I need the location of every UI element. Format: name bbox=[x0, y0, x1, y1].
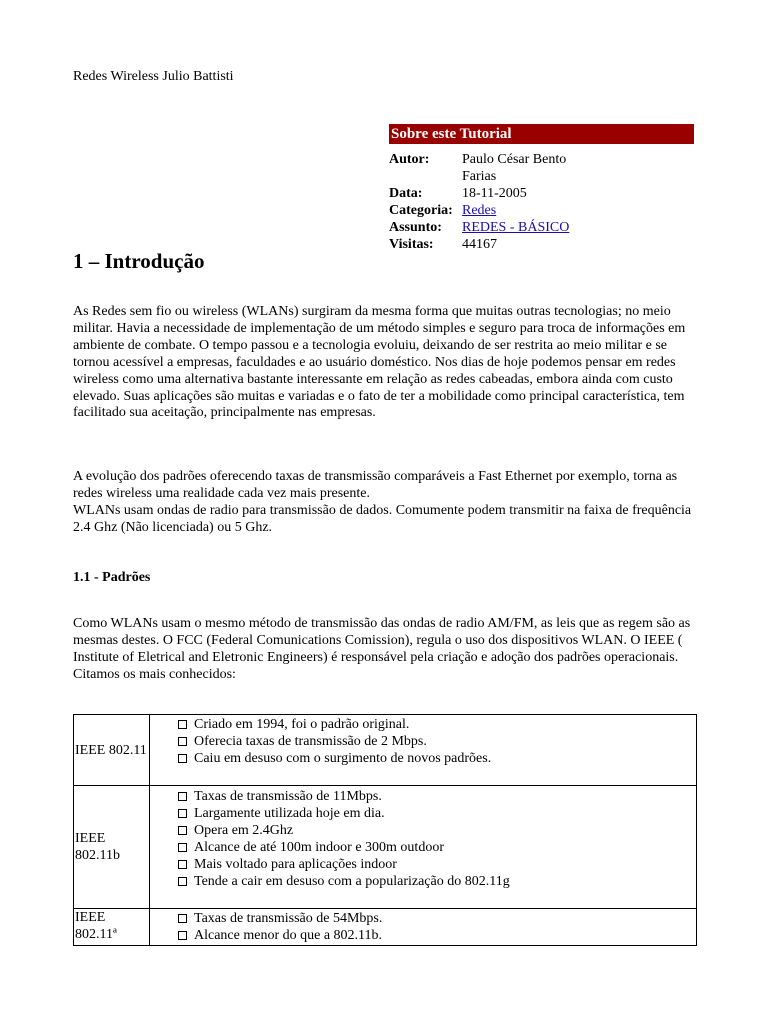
standards-intro-paragraph bbox=[73, 616, 698, 684]
evolution-paragraph-text: A evolução dos padrões oferecendo taxas de transmissão comparáveis a Fast Ethernet por exemplo, torna as redes wireless uma realidade cada vez mais presente. bbox=[73, 469, 678, 501]
feature-text: Opera em 2.4Ghz bbox=[194, 823, 294, 838]
about-tutorial-box bbox=[389, 124, 694, 253]
about-tutorial-table bbox=[389, 151, 602, 253]
list-item bbox=[178, 805, 696, 822]
feature-text: Taxas de transmissão de 54Mbps. bbox=[194, 911, 383, 926]
date-value: 18-11-2005 bbox=[462, 186, 527, 201]
list-item bbox=[178, 788, 696, 805]
subsection-heading: 1.1 - Padrões bbox=[73, 570, 151, 585]
square-bullet-icon bbox=[178, 826, 187, 835]
feature-text: Tende a cair em desuso com a popularização do 802.11g bbox=[194, 874, 510, 889]
table-row bbox=[74, 715, 697, 786]
author-label: Autor: bbox=[389, 152, 430, 167]
square-bullet-icon bbox=[178, 914, 187, 923]
wlan-radio-paragraph-text: WLANs usam ondas de radio para transmissão de dados. Comumente podem transmitir na faixa de frequência 2.4 Ghz (Não licenciada) ou 5 Ghz. bbox=[73, 502, 692, 535]
square-bullet-icon bbox=[178, 931, 187, 940]
feature-text: Largamente utilizada hoje em dia. bbox=[194, 806, 385, 821]
standard-name: IEEE 802.11ª bbox=[74, 909, 150, 946]
about-row-date bbox=[389, 185, 602, 202]
list-item bbox=[178, 733, 696, 750]
square-bullet-icon bbox=[178, 737, 187, 746]
list-item bbox=[178, 839, 696, 856]
about-row-category bbox=[389, 202, 602, 219]
subject-link[interactable]: REDES - BÁSICO bbox=[462, 220, 570, 235]
list-item bbox=[178, 873, 696, 890]
standard-features bbox=[150, 909, 697, 946]
standard-name: IEEE 802.11 bbox=[74, 715, 150, 786]
feature-text: Taxas de transmissão de 11Mbps. bbox=[194, 789, 382, 804]
date-label: Data: bbox=[389, 186, 423, 201]
feature-text: Oferecia taxas de transmissão de 2 Mbps. bbox=[194, 734, 427, 749]
square-bullet-icon bbox=[178, 843, 187, 852]
category-label: Categoria: bbox=[389, 203, 453, 218]
square-bullet-icon bbox=[178, 720, 187, 729]
table-row bbox=[74, 786, 697, 909]
visits-label: Visitas: bbox=[389, 237, 434, 252]
standard-name: IEEE 802.11b bbox=[74, 786, 150, 909]
list-item bbox=[178, 927, 696, 944]
standard-features bbox=[150, 786, 697, 909]
intro-paragraph-text: As Redes sem fio ou wireless (WLANs) surgiram da mesma forma que muitas outras tecnologias; no meio militar. Havia a necessidade de implementação de um método simples e seguro para troca de informações em ambiente de combate. O tempo passou e a tecnologia evoluiu, deixando de ser restrita ao meio militar e se tornou acessível a empresas, faculdades e ao usuário doméstico. Nos dias de hoje podemos pensar em redes wireless como uma alternativa bastante interessante em relação as redes cabeadas, embora ainda com custo elevado. Suas aplicações são muitas e variadas e o fato de ter a mobilidade como principal característica, tem facilitado sua aceitação, principalmente nas empresas. bbox=[73, 304, 686, 421]
subject-label: Assunto: bbox=[389, 220, 442, 235]
table-row bbox=[74, 909, 697, 946]
section-heading: 1 – Introdução bbox=[73, 249, 205, 273]
standard-features bbox=[150, 715, 697, 786]
list-item bbox=[178, 750, 696, 767]
standards-intro-text: Como WLANs usam o mesmo método de transmissão das ondas de radio AM/FM, as leis que as regem são as mesmas destes. O FCC (Federal Comunications Comission), regula o uso dos dispositivos WLAN. O IEEE ( Institute of Eletrical and Eletronic Engineers) é responsável pela criação e adoção dos padrões operacionais. Citamos os mais conhecidos: bbox=[73, 616, 691, 682]
square-bullet-icon bbox=[178, 877, 187, 886]
feature-text: Criado em 1994, foi o padrão original. bbox=[194, 717, 410, 732]
feature-list bbox=[150, 909, 696, 944]
evolution-paragraph bbox=[73, 469, 698, 537]
author-value: Paulo César Bento Farias bbox=[462, 152, 567, 184]
list-item bbox=[178, 910, 696, 927]
category-link[interactable]: Redes bbox=[462, 203, 497, 218]
feature-list bbox=[150, 786, 696, 890]
feature-text: Alcance de até 100m indoor e 300m outdoor bbox=[194, 840, 444, 855]
intro-paragraph bbox=[73, 304, 698, 422]
square-bullet-icon bbox=[178, 860, 187, 869]
about-row-visits bbox=[389, 236, 602, 253]
square-bullet-icon bbox=[178, 754, 187, 763]
feature-list bbox=[150, 715, 696, 767]
feature-text: Caiu em desuso com o surgimento de novos padrões. bbox=[194, 751, 492, 766]
feature-text: Mais voltado para aplicações indoor bbox=[194, 857, 397, 872]
list-item bbox=[178, 716, 696, 733]
list-item bbox=[178, 856, 696, 873]
document-header-title: Redes Wireless Julio Battisti bbox=[73, 69, 234, 84]
about-row-author bbox=[389, 151, 602, 185]
feature-text: Alcance menor do que a 802.11b. bbox=[194, 928, 383, 943]
square-bullet-icon bbox=[178, 792, 187, 801]
list-item bbox=[178, 822, 696, 839]
standards-table bbox=[73, 714, 697, 946]
about-tutorial-title: Sobre este Tutorial bbox=[389, 124, 694, 144]
square-bullet-icon bbox=[178, 809, 187, 818]
visits-value: 44167 bbox=[462, 237, 497, 252]
about-row-subject bbox=[389, 219, 602, 236]
